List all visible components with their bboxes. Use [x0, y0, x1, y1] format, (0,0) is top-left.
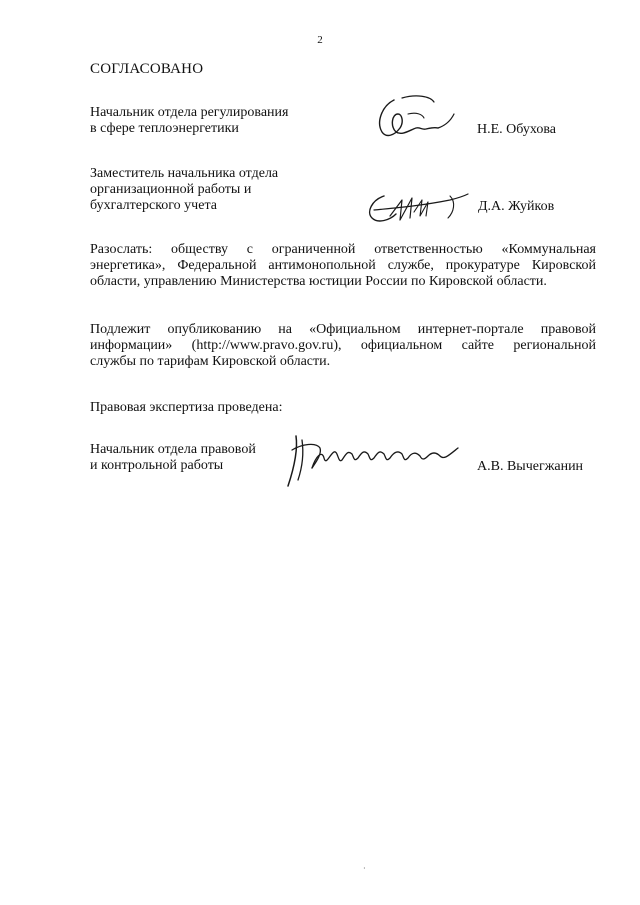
page-number: 2 [317, 34, 323, 46]
distribution-paragraph [90, 242, 596, 290]
signatory-2-position-line-3: бухгалтерского учета [90, 198, 217, 213]
legal-review-position [90, 442, 256, 474]
signatory-2-name: Д.А. Жуйков [478, 199, 555, 214]
publication-line-3: службы по тарифам Кировской области. [90, 354, 331, 369]
scan-speck: · [363, 864, 366, 873]
publication-line-1: Подлежит опубликованию на «Официальном интернет-портале правовой [90, 322, 596, 337]
signature-obukhova [372, 92, 464, 144]
signatory-1-position [90, 105, 288, 137]
signatory-1-position-line-1: Начальник отдела регулирования [90, 105, 289, 120]
signature-zhuykov [364, 186, 474, 228]
distribution-line-2: энергетика», Федеральной антимонопольной службе, прокуратуре Кировской [90, 258, 596, 273]
publication-line-2: информации» (http://www.pravo.gov.ru), официальном сайте региональной [90, 338, 596, 353]
signatory-1-position-line-2: в сфере теплоэнергетики [90, 121, 239, 136]
legal-review-position-line-1: Начальник отдела правовой [90, 442, 256, 457]
signatory-2-position [90, 166, 278, 214]
legal-review-position-line-2: и контрольной работы [90, 458, 224, 473]
legal-review-name: А.В. Вычегжанин [477, 459, 584, 474]
distribution-line-1: Разослать: обществу с ограниченной ответственностью «Коммунальная [90, 242, 596, 257]
distribution-line-3: области, управлению Министерства юстиции России по Кировской области. [90, 274, 547, 289]
approval-heading: СОГЛАСОВАНО [90, 61, 204, 77]
signatory-1-name: Н.Е. Обухова [477, 122, 556, 137]
signatory-2-position-line-2: организационной работы и [90, 182, 252, 197]
signature-vychegzhanin [282, 432, 464, 490]
signatory-2-position-line-1: Заместитель начальника отдела [90, 166, 279, 181]
legal-review-statement: Правовая экспертиза проведена: [90, 400, 283, 415]
publication-paragraph [90, 322, 596, 370]
